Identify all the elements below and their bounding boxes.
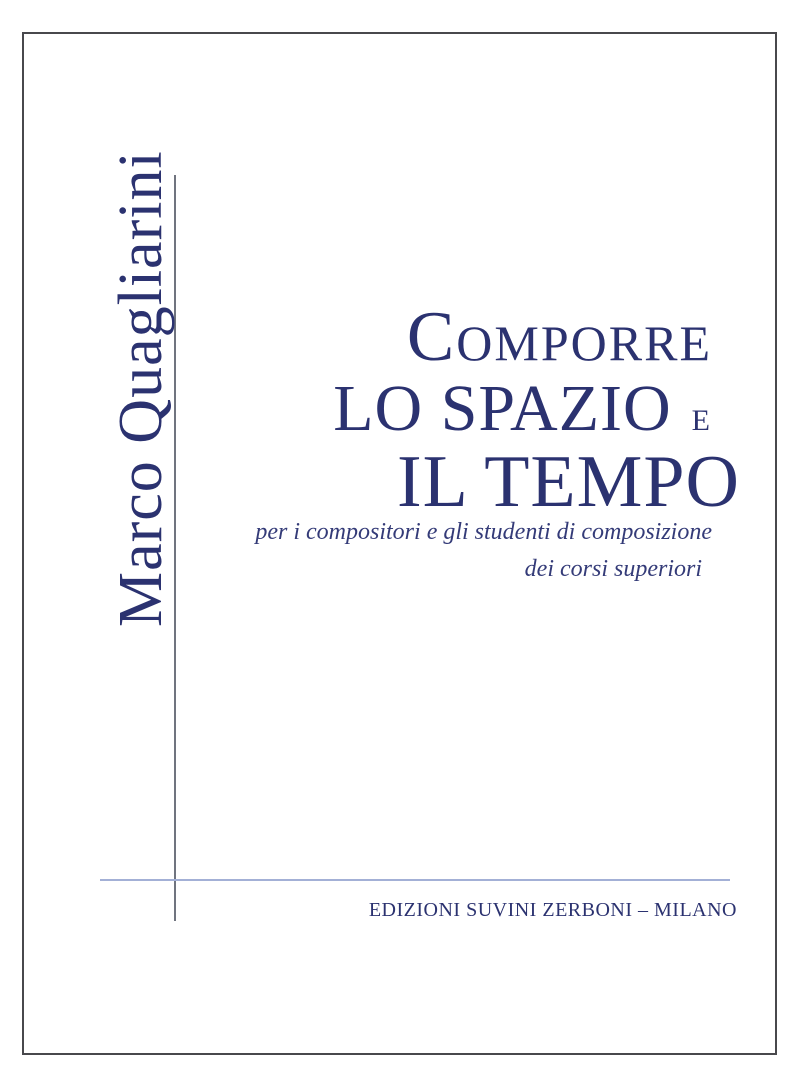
horizontal-rule (100, 879, 730, 881)
title-conjunction-e: E (691, 404, 710, 437)
title-lo-spazio-text: LO SPAZIO (333, 372, 672, 445)
title-line-comporre: Comporre (406, 298, 712, 376)
subtitle-line-2: dei corsi superiori (524, 556, 702, 582)
publisher-imprint: EDIZIONI SUVINI ZERBONI – MILANO (368, 899, 737, 921)
author-name: Marco Quagliarini (107, 150, 175, 627)
title-line-lo-spazio (333, 372, 710, 445)
subtitle-line-1: per i compositori e gli studenti di composizione (255, 519, 712, 545)
title-line-il-tempo: IL TEMPO (396, 441, 740, 523)
